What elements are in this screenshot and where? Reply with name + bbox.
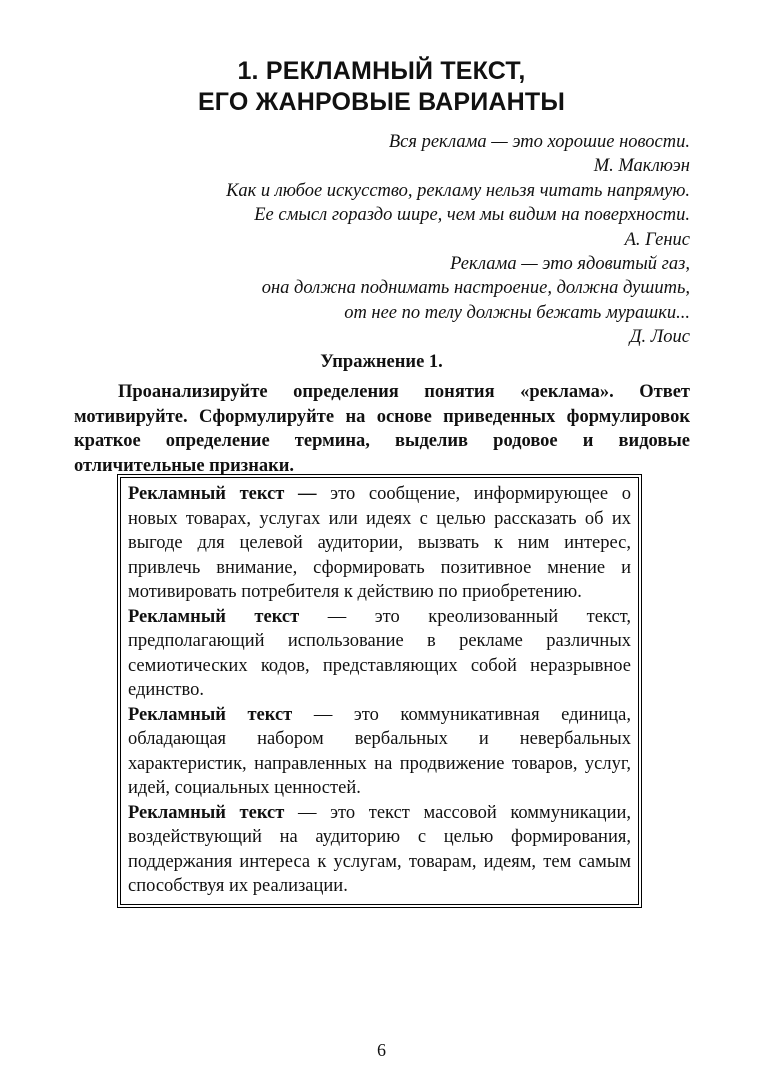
page-number: 6 [377, 1040, 386, 1060]
exercise-task: Проанализируйте определения понятия «реклама». Ответ мотивируйте. Сформулируйте на основе приведенных формулировок краткое определение термина, выделив родовое и видовые отличительные признаки. [74, 382, 690, 476]
definition-paragraph [128, 703, 631, 801]
epigraph-author: А. Генис [624, 229, 690, 250]
definitions-box [120, 477, 639, 905]
definition-text: — это текст массовой коммуникации, воздействующий на аудиторию с целью формирования, поддержания интереса к услугам, товарам, идеям, тем самым способствуя их реализации. [128, 802, 631, 896]
chapter-title-line-1: 1. РЕКЛАМНЫЙ ТЕКСТ, [237, 57, 526, 85]
epigraph-quote-line: Как и любое искусство, рекламу нельзя читать напрямую. [226, 180, 690, 201]
epigraph-3 [70, 252, 690, 350]
definition-paragraph [128, 801, 631, 899]
definition-term: Рекламный текст [128, 704, 293, 725]
definition-text: — это коммуникативная единица, обладающая набором вербальных и невербальных характеристик, направленных на продвижение товаров, услуг, идей, социальных ценностей. [128, 704, 631, 798]
epigraph-1 [70, 130, 690, 179]
definition-text: — это креолизованный текст, предполагающий использование в рекламе различных семиотических кодов, представляющих собой неразрывное единство. [128, 606, 631, 700]
definition-term: Рекламный текст — [128, 484, 317, 504]
epigraph-2 [70, 179, 690, 252]
epigraph-quote-line: Ее смысл гораздо шире, чем мы видим на поверхности. [254, 205, 690, 226]
epigraphs [70, 130, 690, 350]
epigraph-quote-line: Реклама — это ядовитый газ, [450, 254, 690, 275]
definition-term: Рекламный текст [128, 802, 285, 823]
chapter-title [0, 56, 763, 118]
epigraph-author: М. Маклюэн [593, 156, 690, 177]
exercise-title: Упражнение 1. [320, 352, 443, 372]
definition-paragraph [128, 482, 631, 605]
epigraph-quote-line: Вся реклама — это хорошие новости. [388, 132, 690, 152]
definition-paragraph [128, 605, 631, 703]
epigraph-author: Д. Лоис [629, 327, 690, 348]
definition-text: это сообщение, информирующее о новых товарах, услугах или идеях с целью рассказать об их выгоде для целевой аудитории, вызвать к ним интерес, привлечь внимание, сформировать позитивное мнение и мотивировать потребителя к действию по приобретению. [128, 484, 632, 602]
epigraph-quote-line: от нее по телу должны бежать мурашки... [344, 302, 690, 323]
epigraph-quote-line: она должна поднимать настроение, должна душить, [261, 278, 690, 299]
chapter-title-line-2: ЕГО ЖАНРОВЫЕ ВАРИАНТЫ [197, 88, 566, 116]
definition-term: Рекламный текст [128, 606, 300, 627]
